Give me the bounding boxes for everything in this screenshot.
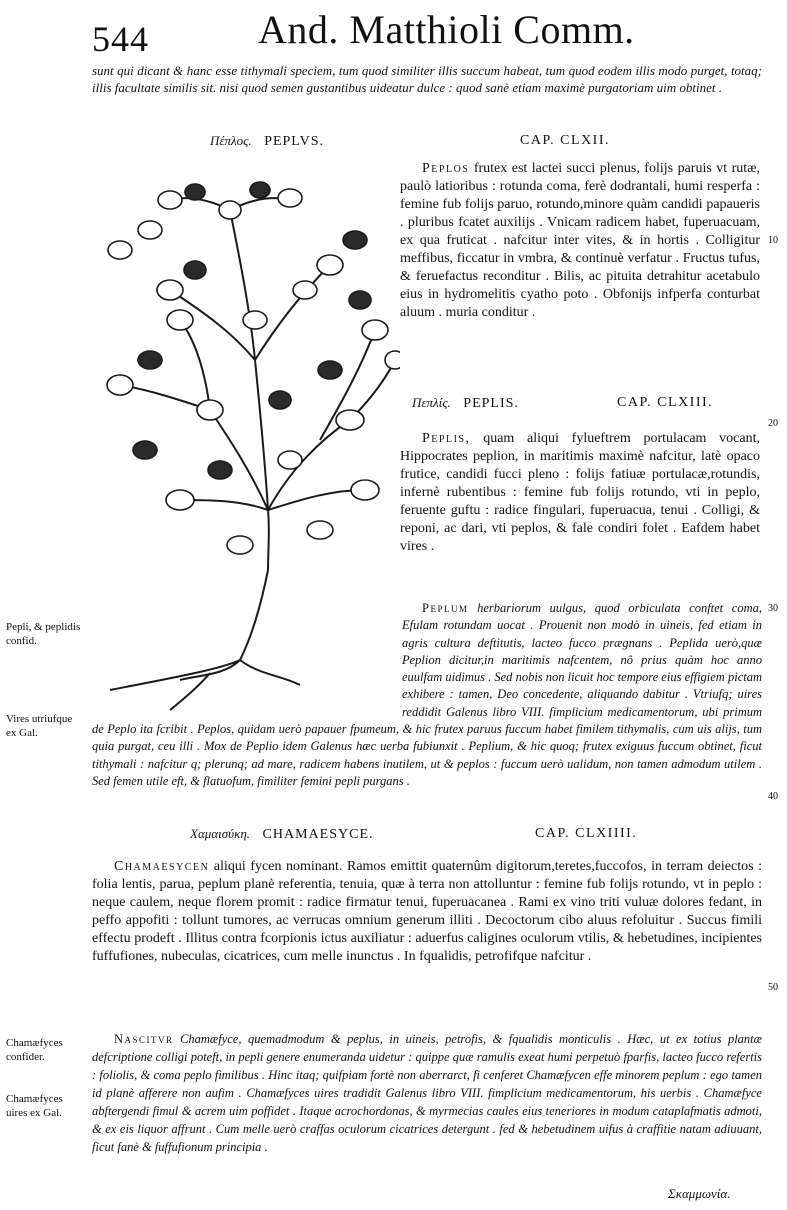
commentary-peplum xyxy=(92,600,762,790)
chapter-text-peplis xyxy=(400,430,760,556)
chapter-number: CAP. CLXII. xyxy=(520,133,611,148)
illustration-wrap xyxy=(92,600,402,712)
chapter-number: CAP. CLXIII. xyxy=(617,395,714,410)
lead-word: Nascitvr xyxy=(114,1032,174,1046)
line-number: 10 xyxy=(768,235,778,246)
margin-note: Chamæfyces confider. xyxy=(6,1037,63,1063)
chapter-number: CAP. CLXIIII. xyxy=(535,826,638,841)
body-text: herbariorum uulgus, quod orbiculata conftet coma, Efulam rotundam uocat . Prouenit non modò in uineis, fed etiam in agris cultura deftitutis, lacteo fucco prægnans . Peplida uerò,quæ Peplion dicitur,in maritimis nafcentem, nô prius quàm hoc anno euulfam uidimus . Sed nobis non licuit hoc tempore eius effigiem pictam exhibere : tamen, Deo concedente, aliquando dabitur . Vtriufq; uires reddidit Galenus libro VIII. fimplicium medicamentorum, ubi primum de Peplo ita fcribit . Peplos, quidam uerò papauer fpumeum, & hic frutex paruus fuccum habet fimilem tithymalis, cum uis alijs, tum quia purgat, ceu illi . Mox de Peplio idem Galenus hæc uerba fubiunxit . Peplium, & hic quoq; frutex exiguus fuccum obtinet, ficut tithymali : nafcitur q; plerunq; ad mare, radicem habens inutilem, ut & peplos : fuccum uerò ualidum, non tamen admodum utilem . Sed femen utile eft, & flatuofum, fimiliter femini pepli purgans . xyxy=(92,601,763,788)
lead-word: Chamaesycen xyxy=(114,859,210,874)
chapter-title: CHAMAESYCE. xyxy=(262,827,374,842)
chapter-title: PEPLVS. xyxy=(264,134,324,149)
lead-word: Peplos xyxy=(422,161,470,176)
catchword: Σκαμμωνία. xyxy=(668,1186,731,1201)
chapter-heading-chamaesyce xyxy=(190,826,710,843)
commentary-chamaesyce xyxy=(92,1030,762,1156)
body-text: frutex est lactei succi plenus, folijs paruis vt rutæ, paulò latioribus : rotunda coma, ferè dodrantali, humi resperfa : femine fub folijs paruo, rotundo,minore quàm candidi papaueris . pluribus fcatet auxilijs . Vnicam radicem habet, fuperuacuam, ex qua fruticat . nafcitur inter vites, & in hortis . Colligitur meffibus, ficcatur in vmbra, & continuè verfatur . Fructus tufus, & feruefactus reconditur . Bilis, ac pituita detrahitur acetabulo eius in hydromelitis cyatho poto . Obfonijs infperfa conturbat aluum . muria conditur . xyxy=(400,161,761,320)
page-header xyxy=(0,0,787,60)
line-number: 20 xyxy=(768,418,778,429)
page-number: 544 xyxy=(92,19,149,59)
chapter-heading-peplis xyxy=(412,395,772,412)
margin-note: Chamæfyces uires ex Gal. xyxy=(6,1093,63,1119)
line-number: 50 xyxy=(768,982,778,993)
body-text: Chamæfyce, quemadmodum & peplus, in uineis, petrofis, & fqualidis monticulis . Hæc, ut ex totius plantæ defcriptione colligi poteft, in pepli genere enumeranda uidetur : quippe quæ ramulis exeat humi perpetuò fparfis, lacteo fucco refertis : foliolis, & coma peplo fimilibus . Hinc itaq; quifpiam fortè non aberrarct, fi cenferet Chamæfycen effe minorem peplum : ego tamen id planè afferere non aufim . Chamæfyces uires tradidit Galenus libro VIII. fimplicium medicamentorum, his uerbis . Chamæfyce abftergendi fimul & acrem uim poffidet . Itaque acrochordonas, & myrmecias caules eius teneriores in modum cataplafmatis admoti, & ex eis liquor affrunt . Cum melle uerò craffas oculorum cicatrices detergunt . fed & hebetudinem uifus à craffitie natam adiuuant, ficut fanè & fuffufionum principia . xyxy=(92,1032,762,1154)
greek-title: Πέπλος. xyxy=(210,133,252,148)
body-text: quam aliqui fylueftrem portulacam vocant, Hippocrates peplion, in maritimis maximè nafcitur, latè opaco frutice, candidi fucci pleno : folijs fatiuæ portulacæ,rotundis, infernè rubentibus : femine fub folijs rotundo, vti in peplo, feruente guftu : radice fingulari, fuperuacua, tenui . Colligi, & reponi, ac dari, vti peplos, & fale condiri folet . Eafdem habet vires . xyxy=(400,431,760,554)
running-head: And. Matthioli Comm. xyxy=(258,7,635,52)
line-number: 30 xyxy=(768,603,778,614)
body-text: aliqui fycen nominant. Ramos emittit quaternûm digitorum,teretes,fuccofos, in terram deiectos : folia lentis, parua, peplum planè referentia, tenuia, quæ à terra non attolluntur : femine fub folijs rotundo, vt in peplo : neque caulem, neque florem promit : radice firmatur tenui, fuperuacanea . Rami ex vino triti vuluæ dolores fedant, in peffo appofiti : tollunt tumores, ac verrucas omnium generum illiti . Decoctorum cibo aluus refoluitur . Succus fimili effectu prodeft . Illitus contra fcorpionis ictus auxiliatur : aduerfus caligines oculorum vtilis, & hebetudines, incipientes fuffufiones, nubeculas, cicatrices, cum melle inunctus . In fqualidis, petrofifque nafcitur . xyxy=(92,859,762,964)
chapter-text-chamaesyce xyxy=(92,858,762,966)
line-number: 40 xyxy=(768,791,778,802)
margin-note: Pepli, & peplidis confid. xyxy=(6,621,81,647)
greek-title: Πεπλίς. xyxy=(412,395,451,410)
greek-title: Χαμαισύκη. xyxy=(190,826,251,841)
margin-note: Vires utriufque ex Gal. xyxy=(6,713,73,739)
chapter-title: PEPLIS. xyxy=(463,396,519,411)
chapter-heading-peplus xyxy=(210,133,680,150)
lead-word: Peplum xyxy=(422,601,469,615)
chapter-text-peplus xyxy=(400,160,760,322)
lead-word: Peplis, xyxy=(422,431,471,446)
intro-paragraph: sunt qui dicant & hanc esse tithymali speciem, tum quod similiter illis succum habeat, tum quod eodem illis modo purget, totaq; illis facultate similis sit. nisi quod semen gustantibus uideatur dulce : quod sanè etiam maximè purgatoriam uim obtinet . xyxy=(92,63,762,95)
